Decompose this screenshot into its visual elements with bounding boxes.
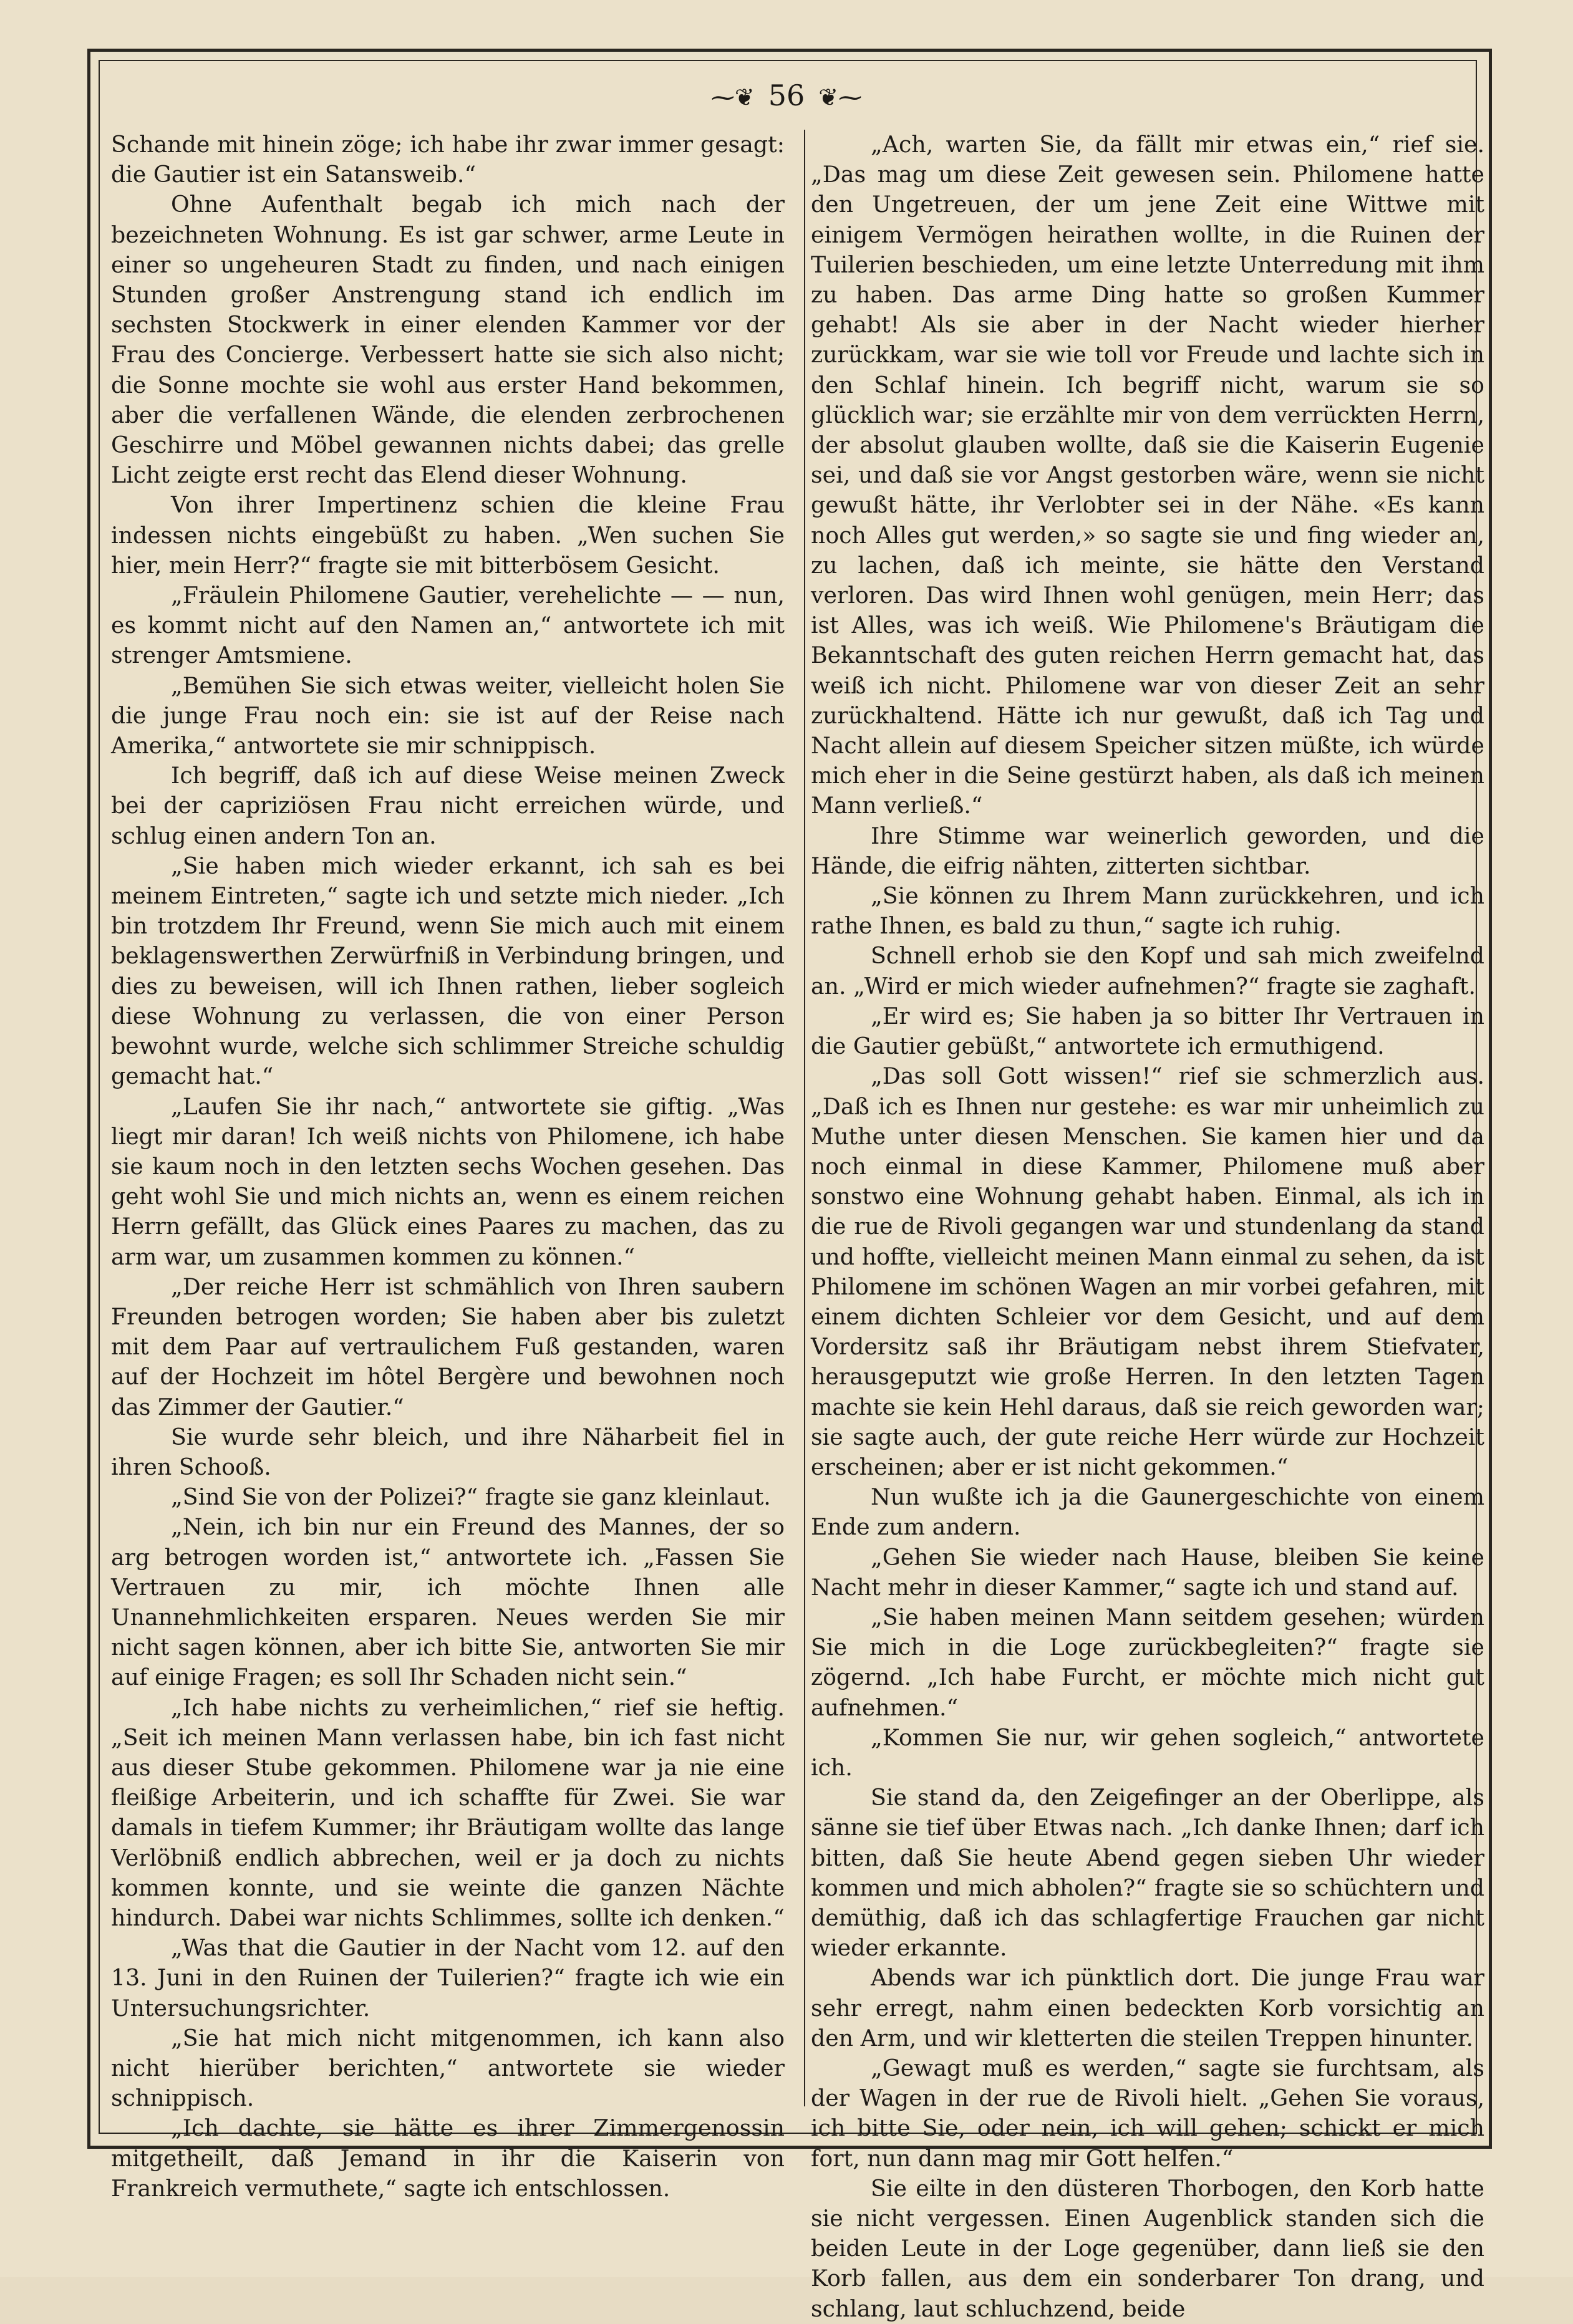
paragraph: Sie eilte in den düsteren Thorbogen, den Korb hatte sie nicht vergessen. Einen Augenblick standen sich die beiden Leute in der Loge gegenüber, dann ließ sie den Korb fallen, aus dem ein sonderbarer Ton drang, und schlang, laut schluchzend, beide <box>811 2174 1484 2322</box>
paragraph: „Nein, ich bin nur ein Freund des Mannes, der so arg betrogen worden ist,“ antwortete ich. „Fassen Sie Vertrauen zu mir, ich möchte Ihnen alle Unannehmlichkeiten ersparen. Neues werden Sie mir nicht sagen können, aber ich bitte Sie, antworten Sie mir auf einige Fragen; es soll Ihr Schaden nicht sein.“ <box>111 1513 785 1691</box>
paragraph: „Sie können zu Ihrem Mann zurückkehren, und ich rathe Ihnen, es bald zu thun,“ sagte ich ruhig. <box>811 882 1484 940</box>
paragraph: „Sind Sie von der Polizei?“ fragte sie ganz kleinlaut. <box>171 1483 771 1511</box>
paragraph: Schande mit hinein zöge; ich habe ihr zwar immer gesagt: die Gautier ist ein Satansweib.“ <box>111 131 785 188</box>
paragraph: „Ich habe nichts zu verheimlichen,“ rief sie heftig. „Seit ich meinen Mann verlassen habe, bin ich fast nicht aus dieser Stube gekommen. Philomene war ja nie eine fleißige Arbeiterin, und ich schaffte für Zwei. Sie war damals in tiefem Kummer; ihr Bräutigam wollte das lange Verlöbniß endlich abbrechen, weil er ja doch zu nichts kommen konnte, und sie weinte die ganzen Nächte hindurch. Dabei war nichts Schlimmes, sollte ich denken.“ <box>111 1694 785 1931</box>
paragraph: „Das soll Gott wissen!“ rief sie schmerzlich aus. „Daß ich es Ihnen nur gestehe: es war mir unheimlich zu Muthe unter diesen Menschen. Sie kamen hier und da noch einmal in diese Kammer, Philomene muß aber sonstwo eine Wohnung gehabt haben. Einmal, als ich in die rue de Rivoli gegangen war und stundenlang da stand und hoffte, vielleicht meinen Mann einmal zu sehen, da ist Philomene im schönen Wagen an mir vorbei gefahren, mit einem dichten Schleier vor dem Gesicht, und auf dem Vordersitz saß ihr Bräutigam nebst ihrem Stiefvater, herausgeputzt wie große Herren. In den letzten Tagen machte sie kein Hehl daraus, daß sie reich geworden war; sie sagte auch, der gute reiche Herr würde zur Hochzeit erscheinen; aber er ist nicht gekommen.“ <box>811 1063 1484 1480</box>
paragraph: „Sie haben mich wieder erkannt, ich sah es bei meinem Eintreten,“ sagte ich und setzte mich nieder. „Ich bin trotzdem Ihr Freund, wenn Sie mich auch mit einem beklagenswerthen Zerwürfniß in Verbindung bringen, und dies zu beweisen, will ich Ihnen rathen, lieber sogleich diese Wohnung zu verlassen, die von einer Person bewohnt wurde, welche sich schlimmer Streiche schuldig gemacht hat.“ <box>111 852 785 1090</box>
column-divider <box>804 130 805 2106</box>
paragraph: „Gewagt muß es werden,“ sagte sie furchtsam, als der Wagen in der rue de Rivoli hielt. „Gehen Sie voraus, ich bitte Sie, oder nein, ich will gehen; schickt er mich fort, nun dann mag mir Gott helfen.“ <box>811 2055 1484 2172</box>
paragraph: „Er wird es; Sie haben ja so bitter Ihr Vertrauen in die Gautier gebüßt,“ antwortete ich ermuthigend. <box>811 1002 1484 1060</box>
page-number: 56 <box>768 79 805 112</box>
paragraph: „Sie hat mich nicht mitgenommen, ich kann also nicht hierüber berichten,“ antwortete sie wieder schnippisch. <box>111 2024 785 2112</box>
left-column <box>111 130 785 2204</box>
paragraph: „Ach, warten Sie, da fällt mir etwas ein,“ rief sie. „Das mag um diese Zeit gewesen sein. Philomene hatte den Ungetreuen, der um jene Zeit eine Wittwe mit einigem Vermögen heirathen wollte, in die Ruinen der Tuilerien beschieden, um eine letzte Unterredung mit ihm zu haben. Das arme Ding hatte so großen Kummer gehabt! Als sie aber in der Nacht wieder hierher zurückkam, war sie wie toll vor Freude und lachte sich in den Schlaf hinein. Ich begriff nicht, warum sie so glücklich war; sie erzählte mir von dem verrückten Herrn, der absolut glauben wollte, daß sie die Kaiserin Eugenie sei, und daß sie vor Angst gestorben wäre, wenn sie nicht gewußt hätte, ihr Verlobter sei in der Nähe. «Es kann noch Alles gut werden,» so sagte sie und fing wieder an, zu lachen, daß ich meinte, sie hätte den Verstand verloren. Das wird Ihnen wohl genügen, mein Herr; das ist Alles, was ich weiß. Wie Philomene's Bräutigam die Bekanntschaft des guten reichen Herrn gemacht hat, das weiß ich nicht. Philomene war von dieser Zeit an sehr zurückhaltend. Hätte ich nur gewußt, daß ich Tag und Nacht allein auf diesem Speicher sitzen müßte, ich würde mich eher in die Seine gestürzt haben, als daß ich meinen Mann verließ.“ <box>811 131 1484 819</box>
page-header <box>99 74 1474 117</box>
paragraph: „Fräulein Philomene Gautier, verehelichte — — nun, es kommt nicht auf den Namen an,“ antwortete ich mit strenger Amtsmiene. <box>111 582 785 669</box>
paragraph: „Was that die Gautier in der Nacht vom 12. auf den 13. Juni in den Ruinen der Tuilerien?“ fragte ich wie ein Untersuchungsrichter. <box>111 1934 785 2022</box>
paragraph: Sie wurde sehr bleich, und ihre Näharbeit fiel in ihren Schooß. <box>111 1423 785 1480</box>
paragraph: Ohne Aufenthalt begab ich mich nach der bezeichneten Wohnung. Es ist gar schwer, arme Leute in einer so ungeheuren Stadt zu finden, und nach einigen Stunden großer Anstrengung stand ich endlich im sechsten Stockwerk in einer elenden Kammer vor der Frau des Concierge. Verbessert hatte sie sich also nicht; die Sonne mochte sie wohl aus erster Hand bekommen, aber die verfallenen Wände, die elenden zerbrochenen Geschirre und Möbel gewannen nichts dabei; das grelle Licht zeigte erst recht das Elend dieser Wohnung. <box>111 191 785 489</box>
paragraph: „Ich dachte, sie hätte es ihrer Zimmergenossin mitgetheilt, daß Jemand in ihr die Kaiserin von Frankreich vermuthete,“ sagte ich entschlossen. <box>111 2114 785 2202</box>
left-ornament-icon: ⁓❦ <box>710 84 755 111</box>
paragraph: „Bemühen Sie sich etwas weiter, vielleicht holen Sie die junge Frau noch ein: sie ist auf der Reise nach Amerika,“ antwortete sie mir schnippisch. <box>111 672 785 759</box>
paragraph: Sie stand da, den Zeigefinger an der Oberlippe, als sänne sie tief über Etwas nach. „Ich danke Ihnen; darf ich bitten, daß Sie heute Abend gegen sieben Uhr wieder kommen und mich abholen?“ fragte sie so schüchtern und demüthig, daß ich das schlagfertige Frauchen gar nicht wieder erkannte. <box>811 1784 1484 1962</box>
paragraph: „Sie haben meinen Mann seitdem gesehen; würden Sie mich in die Loge zurückbegleiten?“ fragte sie zögernd. „Ich habe Furcht, er möchte mich nicht gut aufnehmen.“ <box>811 1603 1484 1721</box>
right-ornament-icon: ❦⁓ <box>818 84 863 111</box>
paragraph: Ich begriff, daß ich auf diese Weise meinen Zweck bei der capriziösen Frau nicht erreichen würde, und schlug einen andern Ton an. <box>111 762 785 849</box>
paragraph: „Der reiche Herr ist schmählich von Ihren saubern Freunden betrogen worden; Sie haben aber bis zuletzt mit dem Paar auf vertraulichem Fuß gestanden, waren auf der Hochzeit im hôtel Bergère und bewohnen noch das Zimmer der Gautier.“ <box>111 1273 785 1420</box>
paragraph: Nun wußte ich ja die Gaunergeschichte von einem Ende zum andern. <box>811 1483 1484 1541</box>
paragraph: Von ihrer Impertinenz schien die kleine Frau indessen nichts eingebüßt zu haben. „Wen suchen Sie hier, mein Herr?“ fragte sie mit bitterbösem Gesicht. <box>111 491 785 579</box>
paragraph: Schnell erhob sie den Kopf und sah mich zweifelnd an. „Wird er mich wieder aufnehmen?“ fragte sie zaghaft. <box>811 942 1484 1000</box>
right-column <box>811 130 1484 2324</box>
paragraph: „Kommen Sie nur, wir gehen sogleich,“ antwortete ich. <box>811 1724 1484 1781</box>
paragraph: „Gehen Sie wieder nach Hause, bleiben Sie keine Nacht mehr in dieser Kammer,“ sagte ich und stand auf. <box>811 1543 1484 1601</box>
paragraph: „Laufen Sie ihr nach,“ antwortete sie giftig. „Was liegt mir daran! Ich weiß nichts von Philomene, ich habe sie kaum noch in den letzten sechs Wochen gesehen. Das geht wohl Sie und mich nichts an, wenn es einem reichen Herrn gefällt, das Glück eines Paares zu machen, das zu arm war, um zusammen kommen zu können.“ <box>111 1092 785 1270</box>
paragraph: Ihre Stimme war weinerlich geworden, und die Hände, die eifrig nähten, zitterten sichtbar. <box>811 822 1484 879</box>
paragraph: Abends war ich pünktlich dort. Die junge Frau war sehr erregt, nahm einen bedeckten Korb vorsichtig an den Arm, und wir kletterten die steilen Treppen hinunter. <box>811 1964 1484 2052</box>
